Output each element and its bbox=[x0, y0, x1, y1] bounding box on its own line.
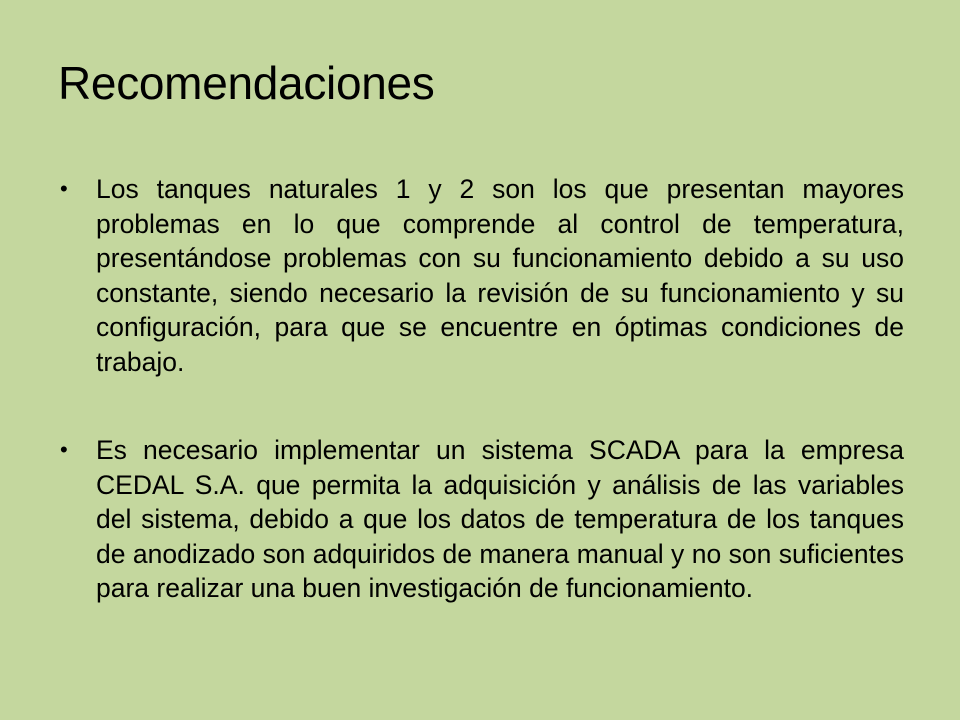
bullet-item-1 bbox=[58, 172, 904, 379]
bullet-item-2 bbox=[58, 433, 904, 606]
bullet-text-1: Los tanques naturales 1 y 2 son los que presentan mayores problemas en lo que comprende al control de temperatura, presentándose problemas con su funcionamiento debido a su uso constante, siendo necesario la revisión de su funcionamiento y su configuración, para que se encuentre en óptimas condiciones de trabajo. bbox=[96, 174, 904, 377]
slide-title: Recomendaciones bbox=[58, 57, 435, 109]
bullet-list bbox=[58, 172, 904, 606]
bullet-icon: • bbox=[60, 176, 68, 201]
bullet-icon: • bbox=[60, 437, 68, 462]
bullet-text-2: Es necesario implementar un sistema SCADA para la empresa CEDAL S.A. que permita la adquisición y análisis de las variables del sistema, debido a que los datos de temperatura de los tanques de anodizado son adquiridos de manera manual y no son suficientes para realizar una buen investigación de funcionamiento. bbox=[96, 435, 904, 603]
